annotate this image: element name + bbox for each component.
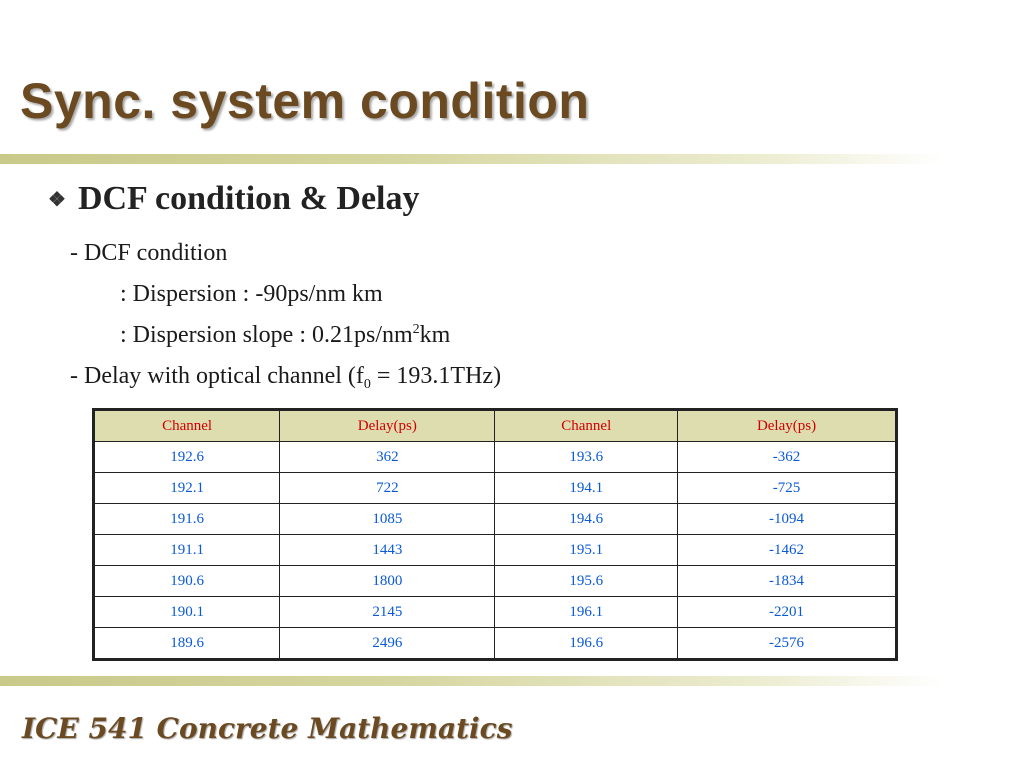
- table-row: [94, 473, 897, 504]
- delay-subscript: 0: [363, 377, 371, 392]
- table-cell: -362: [678, 442, 897, 473]
- table-cell: 194.1: [495, 473, 678, 504]
- slope-prefix: : Dispersion slope : 0.21ps/nm: [120, 322, 413, 348]
- header-channel-1: Channel: [94, 410, 280, 442]
- table-cell: 194.6: [495, 504, 678, 535]
- table-row: [94, 535, 897, 566]
- footer-divider: [0, 676, 944, 686]
- delay-prefix: - Delay with optical channel (f: [70, 363, 364, 389]
- table-cell: 196.1: [495, 597, 678, 628]
- bullet-heading: [48, 180, 420, 218]
- header-delay-2: Delay(ps): [678, 410, 897, 442]
- table-header-row: [94, 410, 897, 442]
- table-cell: 1443: [280, 535, 495, 566]
- table-cell: 722: [280, 473, 495, 504]
- table-cell: 362: [280, 442, 495, 473]
- table-cell: 2145: [280, 597, 495, 628]
- title-divider: [0, 154, 944, 164]
- table-cell: -2576: [678, 628, 897, 660]
- slide-title: Sync. system condition: [20, 73, 590, 129]
- table-row: [94, 504, 897, 535]
- slope-superscript: 2: [412, 322, 420, 337]
- delay-table: [92, 408, 898, 661]
- bullet-heading-text: DCF condition & Delay: [77, 180, 420, 217]
- four-diamond-bullet-icon: ❖: [48, 188, 66, 211]
- table-cell: -725: [678, 473, 897, 504]
- header-delay-1: Delay(ps): [280, 410, 495, 442]
- table-cell: 189.6: [94, 628, 280, 660]
- table-cell: 195.6: [495, 566, 678, 597]
- delay-line: [70, 363, 501, 393]
- table-cell: 1085: [280, 504, 495, 535]
- table-cell: -1462: [678, 535, 897, 566]
- table-cell: 1800: [280, 566, 495, 597]
- dispersion-line: : Dispersion : -90ps/nm km: [120, 281, 383, 307]
- table-cell: -1094: [678, 504, 897, 535]
- table-cell: 190.1: [94, 597, 280, 628]
- table-cell: 192.6: [94, 442, 280, 473]
- table-cell: 191.1: [94, 535, 280, 566]
- footer-course-title: ICE 541 Concrete Mathematics: [22, 712, 513, 745]
- dcf-condition-line: - DCF condition: [70, 240, 228, 266]
- table-cell: 192.1: [94, 473, 280, 504]
- table-row: [94, 566, 897, 597]
- delay-suffix: = 193.1THz): [370, 363, 502, 389]
- table-cell: 191.6: [94, 504, 280, 535]
- slope-suffix: km: [419, 322, 451, 348]
- table-row: [94, 628, 897, 660]
- header-channel-2: Channel: [495, 410, 678, 442]
- table-cell: -2201: [678, 597, 897, 628]
- dispersion-slope-line: [120, 322, 450, 349]
- table-row: [94, 597, 897, 628]
- table-cell: 190.6: [94, 566, 280, 597]
- table-cell: 193.6: [495, 442, 678, 473]
- table-row: [94, 442, 897, 473]
- table-cell: 195.1: [495, 535, 678, 566]
- table-cell: 196.6: [495, 628, 678, 660]
- table-cell: -1834: [678, 566, 897, 597]
- table-cell: 2496: [280, 628, 495, 660]
